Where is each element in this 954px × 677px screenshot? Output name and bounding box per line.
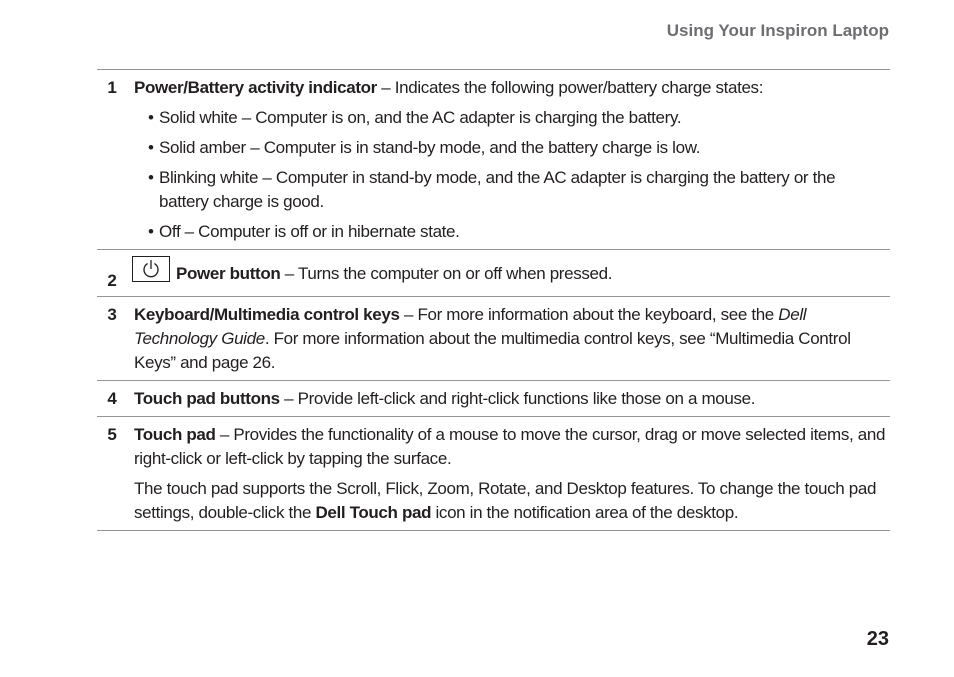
row-description — [134, 423, 888, 471]
bullet-icon: • — [148, 138, 154, 157]
list-item — [134, 106, 888, 130]
list-item-text: Off – Computer is off or in hibernate state. — [159, 222, 460, 241]
table-row-5 — [97, 417, 890, 531]
row-content — [127, 423, 890, 525]
bullet-icon: • — [148, 108, 154, 127]
row-content — [127, 303, 890, 375]
bullet-icon: • — [148, 222, 154, 241]
row-description — [176, 262, 612, 286]
feature-term: Power/Battery activity indicator — [134, 78, 377, 97]
row-description — [134, 303, 888, 375]
feature-description-cont: . For more information about the multimedia control keys, see “Multimedia Control Keys” and page 26. — [134, 329, 851, 372]
feature-term: Power button — [176, 264, 281, 283]
table-row-1 — [97, 70, 890, 250]
list-item-text: Blinking white – Computer in stand-by mode, and the AC adapter is charging the battery or the battery charge is good. — [159, 168, 836, 211]
list-item — [134, 136, 888, 160]
row-number: 5 — [107, 425, 117, 444]
row-number: 2 — [107, 271, 117, 290]
list-item-text: Solid white – Computer is on, and the AC adapter is charging the battery. — [159, 108, 682, 127]
table-row-2 — [97, 250, 890, 297]
state-list — [134, 106, 888, 244]
feature-description: – Turns the computer on or off when pressed. — [280, 264, 613, 283]
feature-description: – For more information about the keyboard, see the — [399, 305, 779, 324]
row-description — [134, 76, 888, 100]
row-content — [127, 256, 890, 293]
page-header: Using Your Inspiron Laptop — [666, 21, 889, 40]
bullet-icon: • — [148, 168, 154, 187]
feature-description: – Provides the functionality of a mouse to move the cursor, drag or move selected items, and right-click or left-click by tapping the surface. — [134, 425, 886, 468]
table-row-4 — [97, 381, 890, 417]
feature-description: – Provide left-click and right-click functions like those on a mouse. — [279, 389, 756, 408]
row-description — [134, 387, 888, 411]
row-note — [134, 477, 888, 525]
row-number: 4 — [107, 389, 117, 408]
power-icon — [132, 256, 170, 282]
note-text-cont: icon in the notification area of the desktop. — [431, 503, 739, 522]
table-row-3 — [97, 297, 890, 381]
features-table — [97, 69, 890, 531]
feature-term: Touch pad buttons — [134, 389, 280, 408]
power-row — [132, 256, 888, 286]
feature-description: – Indicates the following power/battery charge states: — [376, 78, 764, 97]
feature-term: Keyboard/Multimedia control keys — [134, 305, 400, 324]
list-item-text: Solid amber – Computer is in stand-by mode, and the battery charge is low. — [159, 138, 701, 157]
row-content — [127, 76, 890, 244]
row-content — [127, 387, 890, 411]
list-item — [134, 166, 888, 214]
list-item — [134, 220, 888, 244]
guide-title: Dell Technology Guide — [134, 305, 807, 348]
feature-term: Touch pad — [134, 425, 216, 444]
row-number: 1 — [107, 78, 117, 97]
note-text: The touch pad supports the Scroll, Flick, Zoom, Rotate, and Desktop features. To change the touch pad settings, double-click the — [134, 479, 877, 522]
row-number: 3 — [107, 305, 117, 324]
page-number: 23 — [866, 628, 889, 650]
touchpad-icon-name: Dell Touch pad — [315, 503, 432, 522]
